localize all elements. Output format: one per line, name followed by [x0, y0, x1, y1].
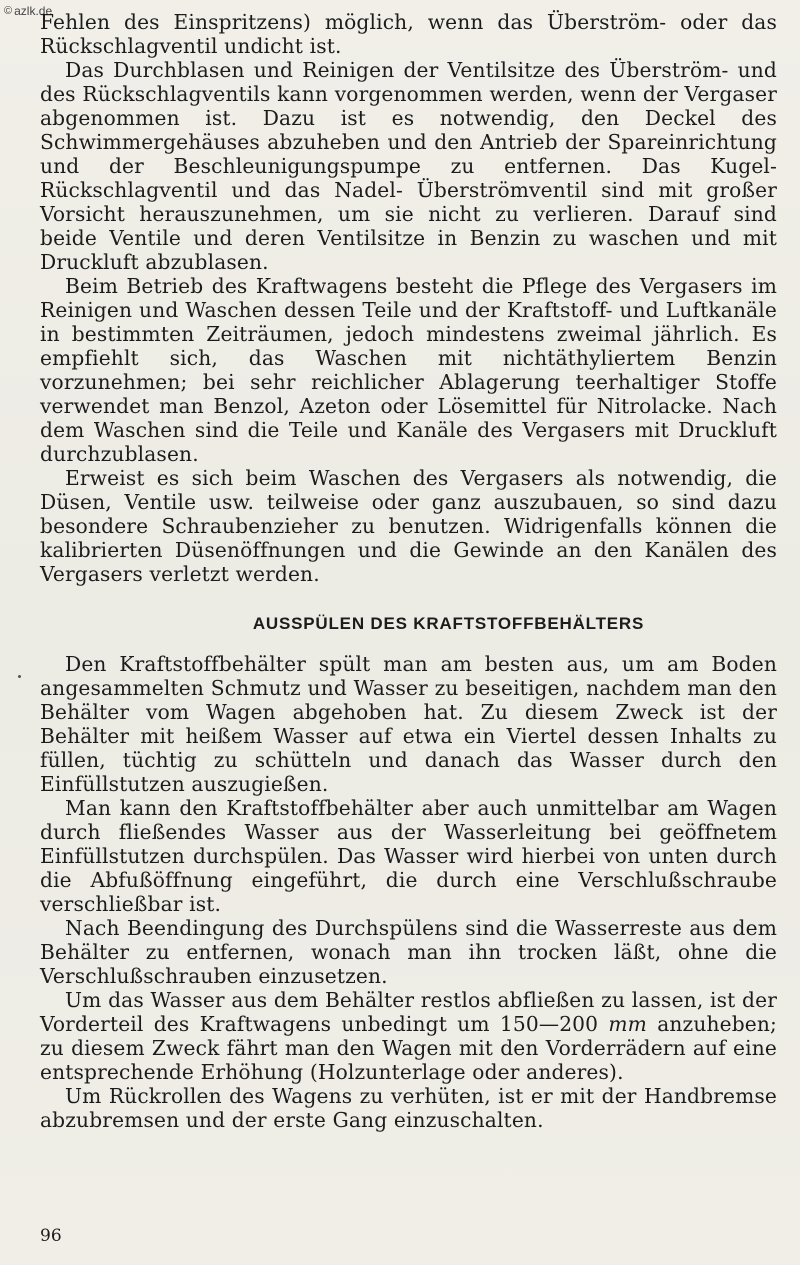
copyright-icon: ©: [4, 5, 13, 17]
margin-mark: [18, 675, 21, 678]
page-number: 96: [40, 1226, 62, 1246]
paragraph: Erweist es sich beim Waschen des Vergasers als notwendig, die Düsen, Ventile usw. teilweise oder ganz auszubauen, so sind dazu besondere Schraubenzieher zu benutzen. Widrigenfalls können die kalibrierten Düsenöffnungen und die Gewinde an den Kanälen des Vergasers verletzt werden.: [40, 466, 777, 586]
paragraph: Beim Betrieb des Kraftwagens besteht die Pflege des Vergasers im Reinigen und Waschen dessen Teile und der Kraftstoff- und Luftkanäle in bestimmten Zeiträumen, jedoch mindestens zweimal jährlich. Es empfiehlt sich, das Waschen mit nichtäthyliertem Benzin vorzunehmen; bei sehr reichlicher Ablagerung teerhaltiger Stoffe verwendet man Benzol, Azeton oder Lösemittel für Nitrolacke. Nach dem Waschen sind die Teile und Kanäle des Vergasers mit Druckluft durchzublasen.: [40, 274, 777, 466]
paragraph: Um Rückrollen des Wagens zu verhüten, ist er mit der Handbremse abzubremsen und der erste Gang einzuschalten.: [40, 1084, 777, 1132]
watermark-text: azlk.de: [14, 4, 53, 18]
paragraph: Nach Beendingung des Durchspülens sind die Wasserreste aus dem Behälter zu entfernen, wonach man ihn trocken läßt, ohne die Verschlußschrauben einzusetzen.: [40, 916, 777, 988]
paragraph: Man kann den Kraftstoffbehälter aber auch unmittelbar am Wagen durch fließendes Wasser aus der Wasserleitung bei geöffnetem Einfüllstutzen durchspülen. Das Wasser wird hierbei von unten durch die Abfußöffnung eingeführt, die durch eine Verschlußschraube verschließbar ist.: [40, 796, 777, 916]
paragraph: Das Durchblasen und Reinigen der Ventilsitze des Überström- und des Rückschlagventils kann vorgenommen werden, wenn der Vergaser abgenommen ist. Dazu ist es notwendig, den Deckel des Schwimmergehäuses abzuheben und den Antrieb der Spareinrichtung und der Beschleunigungspumpe zu entfernen. Das Kugel-Rückschlagventil und das Nadel- Überströmventil sind mit großer Vorsicht herauszunehmen, um sie nicht zu verlieren. Darauf sind beide Ventile und deren Ventilsitze in Benzin zu waschen und mit Druckluft abzublasen.: [40, 58, 777, 274]
paragraph: Um das Wasser aus dem Behälter restlos abfließen zu lassen, ist der Vorderteil des Kraftwagens unbedingt um 150—200 mm anzuheben; zu diesem Zweck fährt man den Wagen mit den Vorderrädern auf eine entsprechende Erhöhung (Holzunterlage oder anderes).: [40, 988, 777, 1084]
section-heading: AUSSPÜLEN DES KRAFTSTOFFBEHÄLTERS: [252, 614, 645, 633]
paragraph: Den Kraftstoffbehälter spült man am besten aus, um am Boden angesammelten Schmutz und Wasser zu beseitigen, nachdem man den Behälter vom Wagen abgehoben hat. Zu diesem Zweck ist der Behälter mit heißem Wasser auf etwa ein Viertel dessen Inhalts zu füllen, tüchtig zu schütteln und danach das Wasser durch den Einfüllstutzen auszugießen.: [40, 652, 777, 796]
page-body: [40, 10, 777, 1132]
paragraph: Fehlen des Einspritzens) möglich, wenn das Überström- oder das Rückschlagventil undicht ist.: [40, 10, 777, 58]
